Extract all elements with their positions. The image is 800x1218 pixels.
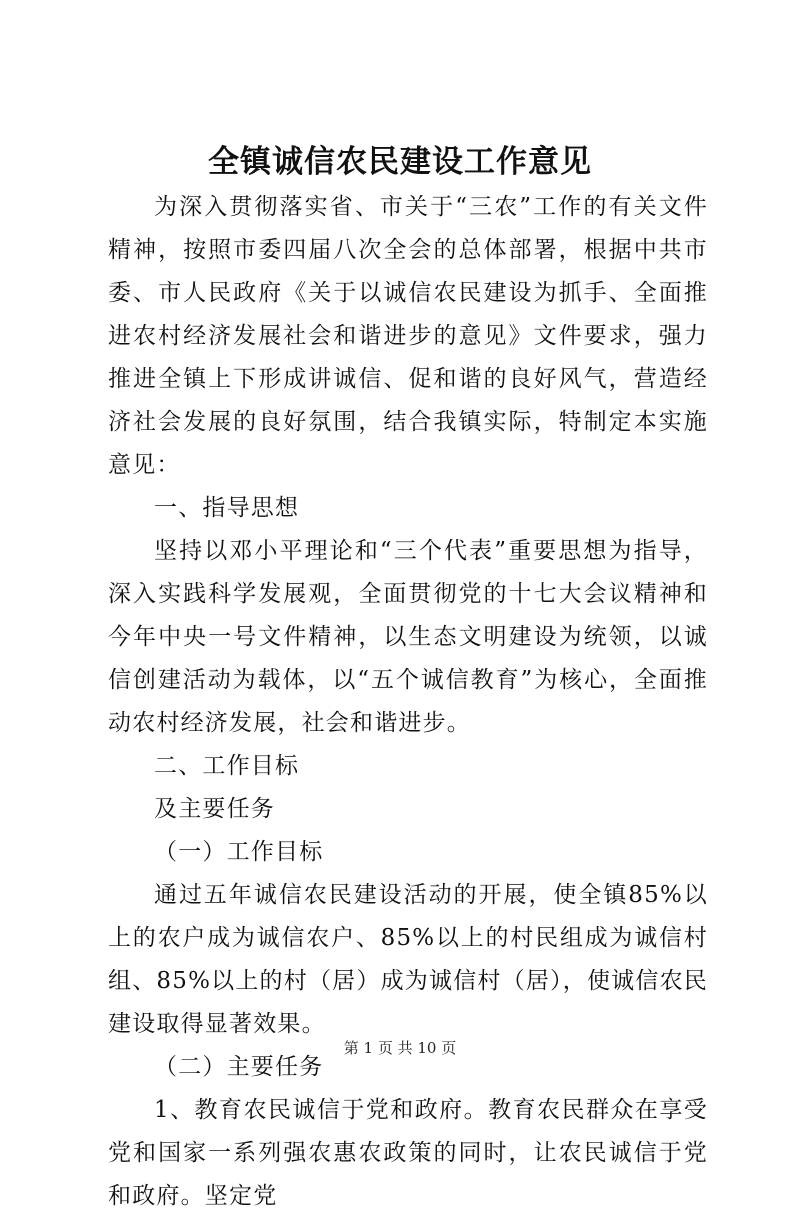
document-title: 全镇诚信农民建设工作意见	[208, 144, 592, 180]
paragraph-guiding-ideology: 坚持以邓小平理论和“三个代表”重要思想为指导，深入实践科学发展观，全面贯彻党的十七大会议精神和今年中央一号文件精神，以生态文明建设为统领，以诚信创建活动为载体，以“五个诚信教育”为核心，全面推动农村经济发展，社会和谐进步。	[108, 538, 708, 736]
subheading-work-goals: （一）工作目标	[154, 839, 324, 865]
document-body	[108, 186, 708, 1218]
heading-work-goals: 二、工作目标	[154, 753, 300, 779]
paragraph-intro: 为深入贯彻落实省、市关于“三农”工作的有关文件精神，按照市委四届八次全会的总体部署，根据中共市委、市人民政府《关于以诚信农民建设为抓手、全面推进农村经济发展社会和谐进步的意见》文件要求，强力推进全镇上下形成讲诚信、促和谐的良好风气，营造经济社会发展的良好氛围，结合我镇实际，特制定本实施意见：	[108, 194, 708, 478]
paragraph-work-goals: 通过五年诚信农民建设活动的开展，使全镇85%以上的农户成为诚信农户、85%以上的村民组成为诚信村组、85%以上的村（居）成为诚信村（居），使诚信农民建设取得显著效果。	[108, 882, 708, 1037]
heading-main-tasks: 及主要任务	[154, 796, 275, 822]
page-number-footer: 第 1 页 共 10 页	[343, 1039, 457, 1057]
heading-guiding-ideology: 一、指导思想	[154, 495, 300, 521]
subheading-main-tasks: （二）主要任务	[154, 1054, 324, 1080]
paragraph-task-1: 1、教育农民诚信于党和政府。教育农民群众在享受党和国家一系列强农惠农政策的同时，让农民诚信于党和政府。坚定党	[108, 1097, 708, 1209]
